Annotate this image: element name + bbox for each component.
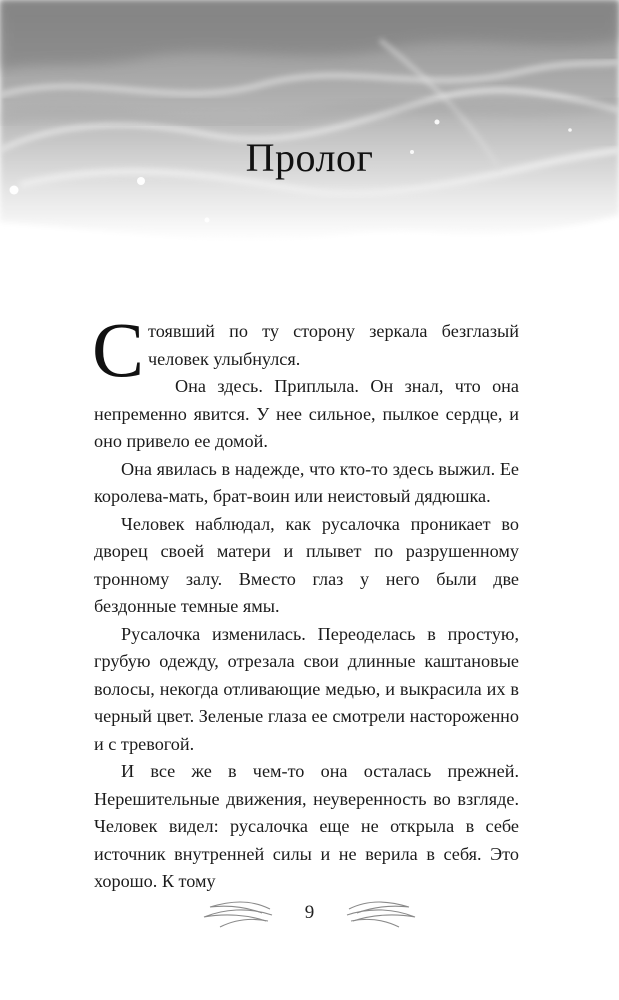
- header-wave-illustration: [0, 0, 619, 250]
- paragraph: Человек наблюдал, как русалочка проникает во дворец своей матери и плывет по разрушенному тронному залу. Вместо глаз у него были две бездонные темные ямы.: [94, 513, 519, 616]
- paragraph: И все же в чем-то она осталась прежней. Нерешительные движения, неуверенность во взгляде. Человек видел: русалочка еще не открыла в себе источник внутренней силы и не верила в себя. Это хорошо. К тому: [94, 761, 519, 891]
- drop-cap: С: [92, 306, 145, 393]
- chapter-body-text: [92, 306, 519, 896]
- paragraph-first: [92, 306, 519, 393]
- paragraph: Русалочка изменилась. Переоделась в простую, грубую одежду, отрезала свои длинные каштановые волосы, некогда отливающие медью, и выкрасила их в черный цвет. Зеленые глаза ее смотрели настороженно и с тревогой.: [94, 623, 519, 754]
- chapter-title: Пролог: [245, 135, 374, 180]
- paragraph: Она явилась в надежде, что кто-то здесь выжил. Ее королева-мать, брат-воин или неистовый дядюшка.: [94, 458, 519, 506]
- page-number: 9: [304, 902, 315, 923]
- paragraph: Она здесь. Приплыла. Он знал, что она непременно явится. У нее сильное, пылкое сердце, и оно привело ее домой.: [94, 376, 519, 451]
- paragraph-first-text: тоявший по ту сторону зеркала безглазый человек улыбнулся.: [148, 321, 519, 369]
